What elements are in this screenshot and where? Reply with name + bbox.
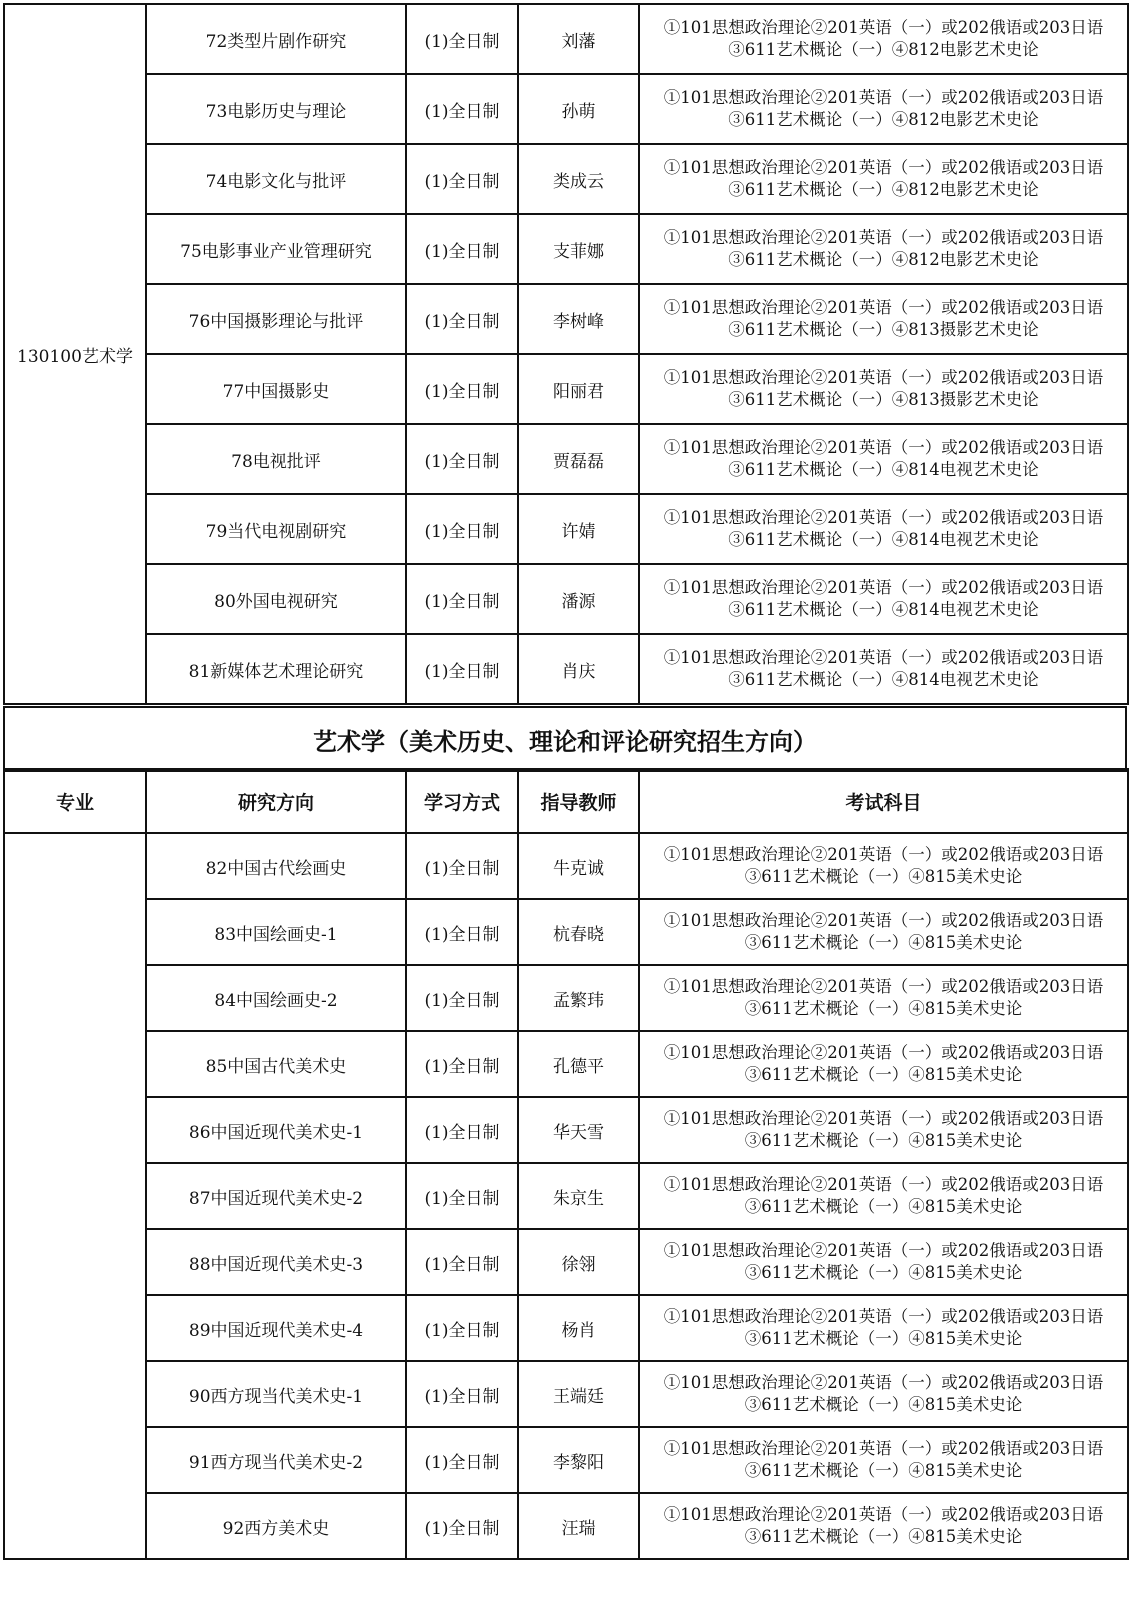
exam-subjects-line: ③611艺术概论（一）④815美术史论: [744, 933, 1023, 952]
table-row: [4, 74, 1128, 144]
exam-subjects-line: ③611艺术概论（一）④812电影艺术史论: [728, 250, 1039, 269]
table-row: [4, 1163, 1128, 1229]
exam-subjects-cell: [639, 833, 1128, 899]
exam-subjects-cell: [639, 634, 1128, 704]
advisor-cell: 阳丽君: [518, 354, 639, 424]
direction-cell: 75电影事业产业管理研究: [146, 214, 406, 284]
advisor-cell: 王端廷: [518, 1361, 639, 1427]
exam-subjects-line: ①101思想政治理论②201英语（一）或202俄语或203日语: [663, 1043, 1104, 1062]
exam-subjects-cell: [639, 4, 1128, 74]
major-cell: [4, 833, 146, 1559]
direction-cell: 82中国古代绘画史: [146, 833, 406, 899]
study-mode-cell: (1)全日制: [406, 284, 518, 354]
table-row: [4, 4, 1128, 74]
advisor-cell: 孙萌: [518, 74, 639, 144]
exam-subjects-cell: [639, 1031, 1128, 1097]
table-row: [4, 899, 1128, 965]
direction-cell: 83中国绘画史-1: [146, 899, 406, 965]
advisor-cell: 杭春晓: [518, 899, 639, 965]
table-row: [4, 1229, 1128, 1295]
advisor-cell: 李树峰: [518, 284, 639, 354]
exam-subjects-line: ③611艺术概论（一）④814电视艺术史论: [728, 530, 1039, 549]
exam-subjects-line: ①101思想政治理论②201英语（一）或202俄语或203日语: [663, 228, 1104, 247]
exam-subjects-line: ③611艺术概论（一）④815美术史论: [744, 1197, 1023, 1216]
exam-subjects-line: ③611艺术概论（一）④815美术史论: [744, 1131, 1023, 1150]
exam-subjects-line: ①101思想政治理论②201英语（一）或202俄语或203日语: [663, 578, 1104, 597]
header-major: 专业: [4, 769, 146, 833]
direction-cell: 91西方现当代美术史-2: [146, 1427, 406, 1493]
table-row: [4, 1295, 1128, 1361]
exam-subjects-line: ③611艺术概论（一）④812电影艺术史论: [728, 180, 1039, 199]
study-mode-cell: (1)全日制: [406, 494, 518, 564]
study-mode-cell: (1)全日制: [406, 214, 518, 284]
direction-cell: 79当代电视剧研究: [146, 494, 406, 564]
exam-subjects-line: ①101思想政治理论②201英语（一）或202俄语或203日语: [663, 1373, 1104, 1392]
exam-subjects-line: ③611艺术概论（一）④815美术史论: [744, 1527, 1023, 1546]
table-row: [4, 1493, 1128, 1559]
study-mode-cell: (1)全日制: [406, 1097, 518, 1163]
exam-subjects-line: ①101思想政治理论②201英语（一）或202俄语或203日语: [663, 18, 1104, 37]
table-row: [4, 424, 1128, 494]
advisor-cell: 孟繁玮: [518, 965, 639, 1031]
advisor-cell: 孔德平: [518, 1031, 639, 1097]
advisor-cell: 朱京生: [518, 1163, 639, 1229]
study-mode-cell: (1)全日制: [406, 1361, 518, 1427]
exam-subjects-line: ③611艺术概论（一）④814电视艺术史论: [728, 600, 1039, 619]
exam-subjects-line: ①101思想政治理论②201英语（一）或202俄语或203日语: [663, 88, 1104, 107]
table-row: [4, 144, 1128, 214]
exam-subjects-line: ③611艺术概论（一）④813摄影艺术史论: [728, 320, 1039, 339]
table-body-group1: [4, 4, 1128, 704]
direction-cell: 90西方现当代美术史-1: [146, 1361, 406, 1427]
section-title: 艺术学（美术历史、理论和评论研究招生方向）: [4, 707, 1126, 771]
exam-subjects-line: ①101思想政治理论②201英语（一）或202俄语或203日语: [663, 1307, 1104, 1326]
exam-subjects-line: ③611艺术概论（一）④813摄影艺术史论: [728, 390, 1039, 409]
exam-subjects-line: ①101思想政治理论②201英语（一）或202俄语或203日语: [663, 508, 1104, 527]
header-mode: 学习方式: [406, 769, 518, 833]
table-row: [4, 634, 1128, 704]
study-mode-cell: (1)全日制: [406, 899, 518, 965]
direction-cell: 92西方美术史: [146, 1493, 406, 1559]
advisor-cell: 刘藩: [518, 4, 639, 74]
direction-cell: 80外国电视研究: [146, 564, 406, 634]
table-row: [4, 284, 1128, 354]
admissions-table-film: [3, 3, 1129, 705]
exam-subjects-line: ①101思想政治理论②201英语（一）或202俄语或203日语: [663, 648, 1104, 667]
study-mode-cell: (1)全日制: [406, 1031, 518, 1097]
exam-subjects-line: ③611艺术概论（一）④815美术史论: [744, 1065, 1023, 1084]
advisor-cell: 类成云: [518, 144, 639, 214]
section-title-table: [3, 706, 1127, 772]
direction-cell: 89中国近现代美术史-4: [146, 1295, 406, 1361]
exam-subjects-line: ③611艺术概论（一）④814电视艺术史论: [728, 670, 1039, 689]
exam-subjects-line: ①101思想政治理论②201英语（一）或202俄语或203日语: [663, 1109, 1104, 1128]
exam-subjects-cell: [639, 965, 1128, 1031]
exam-subjects-line: ③611艺术概论（一）④812电影艺术史论: [728, 110, 1039, 129]
header-direction: 研究方向: [146, 769, 406, 833]
table-row: [4, 1031, 1128, 1097]
exam-subjects-line: ①101思想政治理论②201英语（一）或202俄语或203日语: [663, 911, 1104, 930]
exam-subjects-line: ①101思想政治理论②201英语（一）或202俄语或203日语: [663, 298, 1104, 317]
advisor-cell: 杨肖: [518, 1295, 639, 1361]
exam-subjects-line: ③611艺术概论（一）④815美术史论: [744, 1461, 1023, 1480]
exam-subjects-cell: [639, 74, 1128, 144]
table-row: [4, 564, 1128, 634]
header-teacher: 指导教师: [518, 769, 639, 833]
exam-subjects-cell: [639, 1163, 1128, 1229]
study-mode-cell: (1)全日制: [406, 833, 518, 899]
table-row: [4, 354, 1128, 424]
table-row: [4, 833, 1128, 899]
advisor-cell: 贾磊磊: [518, 424, 639, 494]
study-mode-cell: (1)全日制: [406, 1295, 518, 1361]
advisor-cell: 华天雪: [518, 1097, 639, 1163]
study-mode-cell: (1)全日制: [406, 634, 518, 704]
study-mode-cell: (1)全日制: [406, 144, 518, 214]
table-row: [4, 1361, 1128, 1427]
direction-cell: 73电影历史与理论: [146, 74, 406, 144]
table-row: [4, 1427, 1128, 1493]
exam-subjects-cell: [639, 1229, 1128, 1295]
direction-cell: 78电视批评: [146, 424, 406, 494]
study-mode-cell: (1)全日制: [406, 564, 518, 634]
exam-subjects-line: ①101思想政治理论②201英语（一）或202俄语或203日语: [663, 1439, 1104, 1458]
table-row: [4, 1097, 1128, 1163]
direction-cell: 72类型片剧作研究: [146, 4, 406, 74]
study-mode-cell: (1)全日制: [406, 1229, 518, 1295]
direction-cell: 77中国摄影史: [146, 354, 406, 424]
exam-subjects-cell: [639, 424, 1128, 494]
direction-cell: 76中国摄影理论与批评: [146, 284, 406, 354]
exam-subjects-line: ③611艺术概论（一）④812电影艺术史论: [728, 40, 1039, 59]
study-mode-cell: (1)全日制: [406, 424, 518, 494]
exam-subjects-line: ①101思想政治理论②201英语（一）或202俄语或203日语: [663, 438, 1104, 457]
advisor-cell: 徐翎: [518, 1229, 639, 1295]
study-mode-cell: (1)全日制: [406, 1427, 518, 1493]
table-row: [4, 965, 1128, 1031]
study-mode-cell: (1)全日制: [406, 1163, 518, 1229]
table-header-row: [4, 769, 1128, 833]
exam-subjects-line: ③611艺术概论（一）④815美术史论: [744, 1329, 1023, 1348]
advisor-cell: 牛克诚: [518, 833, 639, 899]
exam-subjects-cell: [639, 1493, 1128, 1559]
direction-cell: 84中国绘画史-2: [146, 965, 406, 1031]
advisor-cell: 支菲娜: [518, 214, 639, 284]
table-body-group2: [4, 769, 1128, 1559]
table-row: [4, 214, 1128, 284]
exam-subjects-cell: [639, 1097, 1128, 1163]
exam-subjects-cell: [639, 1295, 1128, 1361]
table-row: [4, 494, 1128, 564]
advisor-cell: 许婧: [518, 494, 639, 564]
exam-subjects-cell: [639, 144, 1128, 214]
direction-cell: 87中国近现代美术史-2: [146, 1163, 406, 1229]
advisor-cell: 汪瑞: [518, 1493, 639, 1559]
exam-subjects-line: ①101思想政治理论②201英语（一）或202俄语或203日语: [663, 1241, 1104, 1260]
advisor-cell: 肖庆: [518, 634, 639, 704]
exam-subjects-line: ①101思想政治理论②201英语（一）或202俄语或203日语: [663, 368, 1104, 387]
exam-subjects-line: ①101思想政治理论②201英语（一）或202俄语或203日语: [663, 158, 1104, 177]
direction-cell: 74电影文化与批评: [146, 144, 406, 214]
exam-subjects-line: ①101思想政治理论②201英语（一）或202俄语或203日语: [663, 977, 1104, 996]
advisor-cell: 潘源: [518, 564, 639, 634]
exam-subjects-cell: [639, 284, 1128, 354]
study-mode-cell: (1)全日制: [406, 1493, 518, 1559]
major-cell: 130100艺术学: [4, 4, 146, 704]
exam-subjects-line: ①101思想政治理论②201英语（一）或202俄语或203日语: [663, 1175, 1104, 1194]
exam-subjects-cell: [639, 899, 1128, 965]
study-mode-cell: (1)全日制: [406, 354, 518, 424]
exam-subjects-cell: [639, 214, 1128, 284]
exam-subjects-line: ③611艺术概论（一）④815美术史论: [744, 1395, 1023, 1414]
exam-subjects-cell: [639, 1361, 1128, 1427]
direction-cell: 85中国古代美术史: [146, 1031, 406, 1097]
study-mode-cell: (1)全日制: [406, 965, 518, 1031]
direction-cell: 81新媒体艺术理论研究: [146, 634, 406, 704]
study-mode-cell: (1)全日制: [406, 4, 518, 74]
exam-subjects-line: ③611艺术概论（一）④814电视艺术史论: [728, 460, 1039, 479]
header-exam: 考试科目: [639, 769, 1128, 833]
exam-subjects-line: ③611艺术概论（一）④815美术史论: [744, 867, 1023, 886]
exam-subjects-line: ③611艺术概论（一）④815美术史论: [744, 1263, 1023, 1282]
exam-subjects-line: ③611艺术概论（一）④815美术史论: [744, 999, 1023, 1018]
exam-subjects-cell: [639, 494, 1128, 564]
exam-subjects-line: ①101思想政治理论②201英语（一）或202俄语或203日语: [663, 1505, 1104, 1524]
admissions-table-fine-art: [3, 768, 1129, 1560]
exam-subjects-cell: [639, 1427, 1128, 1493]
direction-cell: 86中国近现代美术史-1: [146, 1097, 406, 1163]
study-mode-cell: (1)全日制: [406, 74, 518, 144]
direction-cell: 88中国近现代美术史-3: [146, 1229, 406, 1295]
exam-subjects-cell: [639, 564, 1128, 634]
advisor-cell: 李黎阳: [518, 1427, 639, 1493]
exam-subjects-line: ①101思想政治理论②201英语（一）或202俄语或203日语: [663, 845, 1104, 864]
exam-subjects-cell: [639, 354, 1128, 424]
